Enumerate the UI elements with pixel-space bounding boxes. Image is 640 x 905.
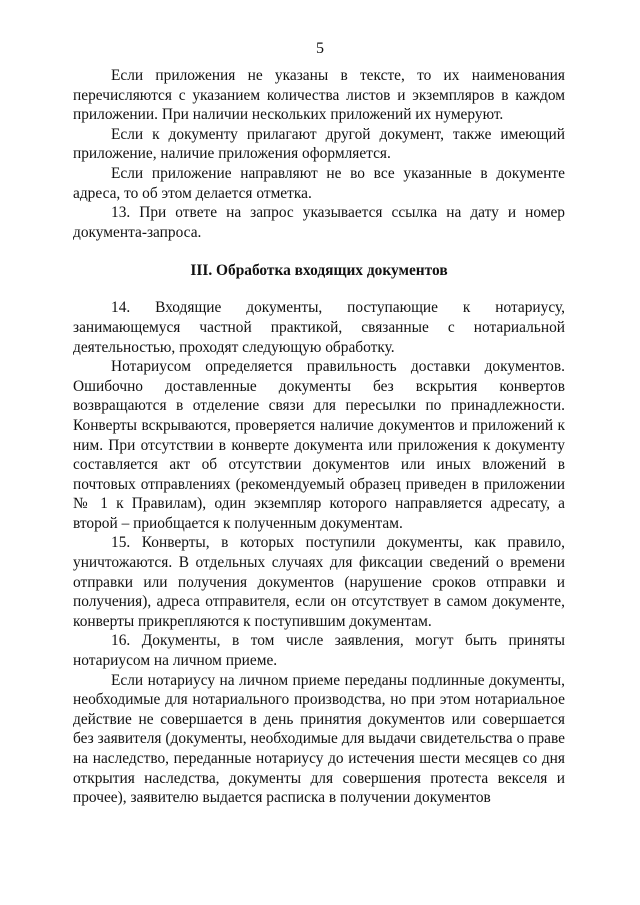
paragraph-item-15: 15. Конверты, в которых поступили документы, как правило, уничтожаются. В отдельных случаях для фиксации сведений о времени отправки или получения документов (нарушение сроков отправки и получения), адреса отправителя, если он отсутствует в самом документе, конверты прикрепляются к поступившим документам. [73, 534, 565, 630]
paragraph-receipt: Если нотариусу на личном приеме переданы подлинные документы, необходимые для нотариального производства, но при этом нотариальное действие не совершается в день принятия документов или совершается без заявителя (документы, необходимые для выдачи свидетельства о праве на наследство, переданные нотариусу до истечения шести месяцев со дня открытия наследства, документы для совершения протеста векселя и прочее), заявителю выдается расписка в получении документов [73, 671, 565, 807]
paragraph-item-13: 13. При ответе на запрос указывается ссылка на дату и номер документа-запроса. [73, 204, 565, 241]
paragraph-item-16: 16. Документы, в том числе заявления, могут быть приняты нотариусом на личном приеме. [73, 632, 565, 670]
section-heading: III. Обработка входящих документов [190, 262, 448, 280]
paragraph-item-14: 14. Входящие документы, поступающие к нотариусу, занимающемуся частной практикой, связанные с нотариальной деятельностью, проходят следующую обработку. [73, 299, 565, 356]
document-body [73, 66, 565, 808]
paragraph-attachments-listing: Если приложения не указаны в тексте, то их наименования перечисляются с указанием количества листов и экземпляров в каждом приложении. При наличии нескольких приложений их нумеруют. [73, 67, 565, 124]
paragraph-delivery-check: Нотариусом определяется правильность доставки документов. Ошибочно доставленные документы без вскрытия конвертов возвращаются в отделение связи для пересылки по принадлежности. Конверты вскрываются, проверяется наличие документов и приложений к ним. При отсутствии в конверте документа или приложения к документу составляется акт об отсутствии документов или иных вложений в почтовых отправлениях (рекомендуемый образец приведен в приложении № 1 к Правилам), один экземпляр которого направляется адресату, а второй – приобщается к полученным документам. [73, 358, 565, 532]
page-number: 5 [316, 40, 324, 57]
paragraph-attachment-addresses: Если приложение направляют не во все указанные в документе адреса, то об этом делается отметка. [73, 164, 565, 202]
paragraph-attachment-of-attachment: Если к документу прилагают другой документ, также имеющий приложение, наличие приложения оформляется. [73, 125, 565, 163]
